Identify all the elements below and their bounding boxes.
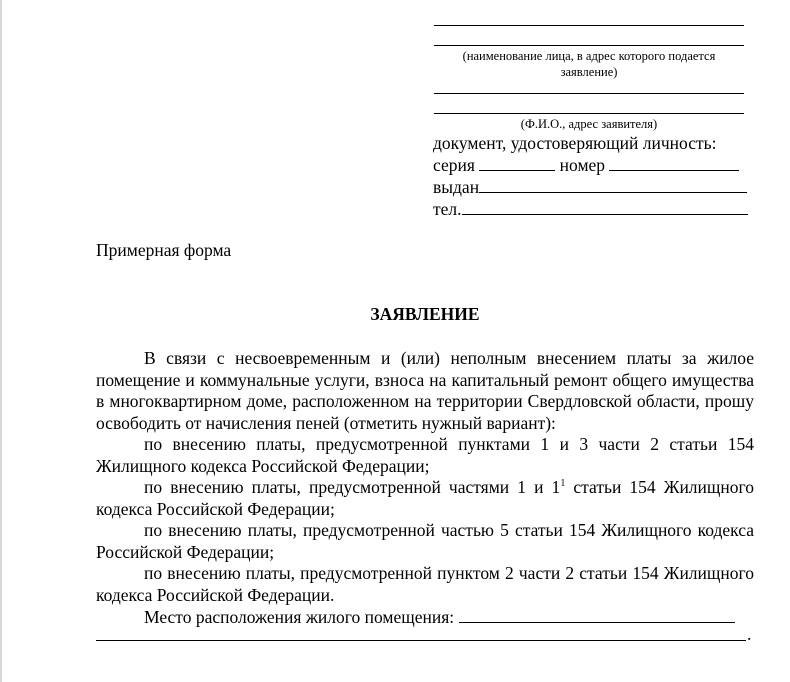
recipient-caption: (наименование лица, в адрес которого подается заявление) xyxy=(462,49,716,79)
location-label: Место расположения жилого помещения: xyxy=(144,607,455,627)
location-field-continued[interactable] xyxy=(96,640,746,641)
series-number-row xyxy=(433,154,739,176)
id-document-label: документ, удостоверяющий личность: xyxy=(433,133,717,153)
applicant-line-2[interactable] xyxy=(434,113,744,114)
issued-row xyxy=(433,176,747,198)
intro-paragraph: В связи с несвоевременным и (или) неполным внесением платы за жилое помещение и коммунальные услуги, взноса на капитальный ремонт общего имущества в многоквартирном доме, расположенном на территории Свердловской области, прошу освободить от начисления пеней (отметить нужный вариант): xyxy=(96,348,754,433)
applicant-line-1[interactable] xyxy=(434,93,744,94)
document-title: ЗАЯВЛЕНИЕ xyxy=(370,304,480,324)
option-3: по внесению платы, предусмотренной частью 5 статьи 154 Жилищного кодекса Российской Федерации; xyxy=(96,520,754,562)
end-dot: . xyxy=(747,624,752,644)
option-2 xyxy=(96,477,754,520)
page-edge xyxy=(0,0,2,682)
number-label: номер xyxy=(559,155,606,175)
series-field[interactable] xyxy=(479,154,555,171)
option-2-text-end: статьи 154 Жилищного кодекса Российской Федерации; xyxy=(96,477,754,519)
applicant-caption: (Ф.И.О., адрес заявителя) xyxy=(520,117,658,131)
location-field[interactable] xyxy=(459,606,735,623)
series-label: серия xyxy=(433,155,475,175)
option-2-superscript: 1 xyxy=(560,478,566,490)
form-label: Примерная форма xyxy=(96,240,232,260)
phone-field[interactable] xyxy=(462,198,748,215)
document-body xyxy=(96,348,754,629)
phone-label: тел. xyxy=(433,199,462,219)
option-4: по внесению платы, предусмотренной пунктом 2 части 2 статьи 154 Жилищного кодекса Российской Федерации. xyxy=(96,563,754,605)
recipient-line-1[interactable] xyxy=(434,25,744,26)
issued-label: выдан xyxy=(433,177,480,197)
issued-field[interactable] xyxy=(479,176,747,193)
option-1: по внесению платы, предусмотренной пунктами 1 и 3 части 2 статьи 154 Жилищного кодекса Российской Федерации; xyxy=(96,434,754,476)
phone-row xyxy=(433,198,748,220)
number-field[interactable] xyxy=(609,154,739,171)
location-row xyxy=(96,606,754,629)
recipient-line-2[interactable] xyxy=(434,45,744,46)
option-2-text-start: по внесению платы, предусмотренной частями 1 и 1 xyxy=(144,477,561,497)
